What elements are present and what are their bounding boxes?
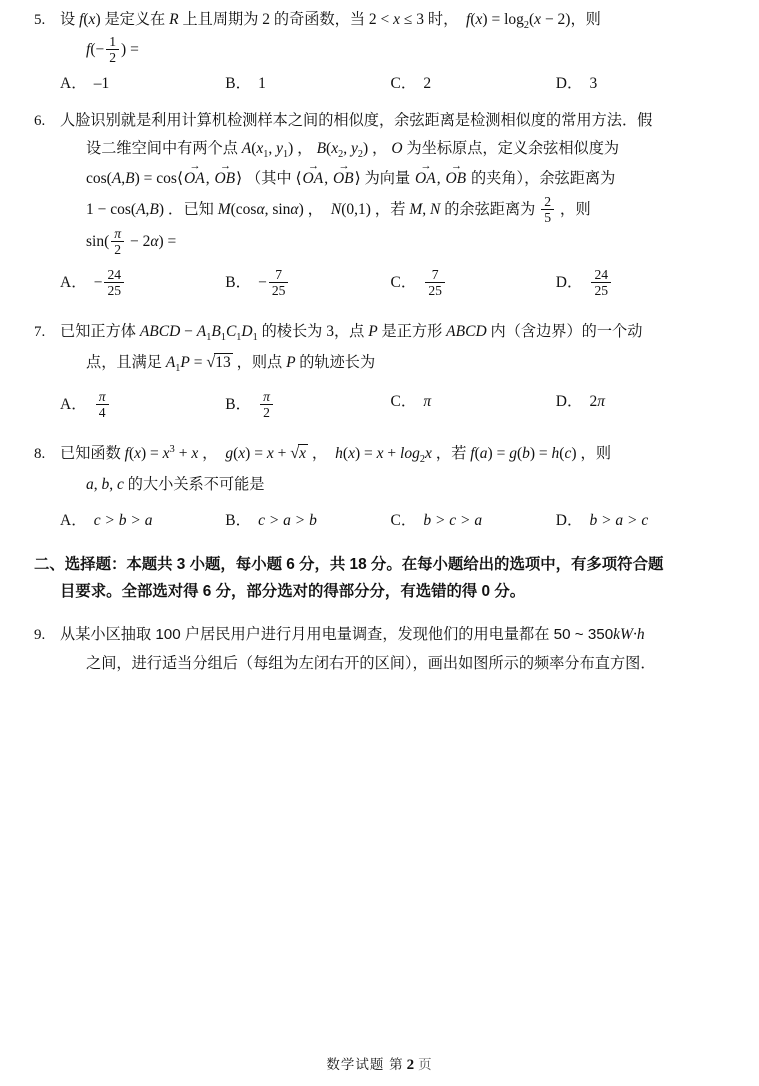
- option-7-c[interactable]: C． π: [390, 392, 432, 410]
- question-6-line-3: [34, 164, 721, 194]
- question-7-line-1: [34, 317, 721, 348]
- option-7-d[interactable]: D． 2π: [555, 392, 605, 410]
- question-8-text-1: 已知函数 $f(x) = x^3 + x$ ， g(x) = x + √x ， $h(x) = x + \log_2x$ ，若 f(a) = g(b) = h(c) ，则: [60, 444, 612, 466]
- option-6-c-value: $\frac{7}{25}$: [423, 267, 447, 299]
- option-6-d[interactable]: D． $\frac{24}{25}$: [556, 267, 721, 299]
- option-5-a[interactable]: A． –1: [60, 75, 110, 93]
- question-6-text-1: 人脸识别就是利用计算机检测样本之间的相似度，余弦距离是检测相似度的常用方法．假: [60, 112, 653, 130]
- option-7-b-value: $\frac{\pi}{2}$: [258, 389, 275, 421]
- question-9-text-1: [60, 620, 721, 650]
- option-8-c[interactable]: C． b > c > a: [390, 511, 483, 529]
- question-9-number: 9.: [34, 626, 46, 643]
- footer-label: 数学试题: [326, 1057, 385, 1072]
- option-7-a-value: $\frac{\pi}{4}$: [94, 389, 111, 421]
- page-footer: [0, 1053, 759, 1074]
- question-8-options: [34, 508, 721, 530]
- question-7-line-2: [34, 347, 721, 379]
- question-5-number: 5.: [34, 12, 46, 28]
- question-9: [34, 620, 721, 679]
- option-8-d-value: b > a > c: [589, 511, 649, 529]
- option-5-c[interactable]: C． 2: [390, 75, 432, 93]
- question-7-options: [34, 389, 721, 421]
- question-6-number: 6.: [34, 113, 46, 130]
- question-8-text-2: a, b, c 的大小关系不可能是: [86, 475, 265, 493]
- question-6-text-5: sin( $\frac{\pi}{2}$ − 2α) =: [86, 225, 177, 257]
- option-8-a[interactable]: A． c > b > a: [60, 511, 153, 529]
- question-6-text-4: 1 − cos(A,B) ．已知 M(cosα, sinα) ， N(0,1) ，若 M, N 的余弦距离为 $\frac{2}{5}$ ，则: [86, 194, 591, 226]
- question-5-line-2: [34, 34, 721, 66]
- question-6-line-1: [34, 109, 721, 133]
- question-5-text-1: 设 f(x) 是定义在 R 上且周期为 2 的奇函数，当 2 < x ≤ 3 时， $f(x) = \log_2(x - 2)$，则: [60, 11, 601, 32]
- option-5-d[interactable]: D． 3: [555, 75, 598, 93]
- option-6-d-value: $\frac{24}{25}$: [589, 267, 613, 299]
- question-7: [34, 317, 721, 421]
- option-5-b[interactable]: B． 1: [225, 75, 266, 93]
- option-5-b-value: 1: [258, 75, 266, 93]
- option-6-a[interactable]: A． − $\frac{24}{25}$: [60, 267, 225, 299]
- section-heading-line-1: 二、选择题：本题共 3 小题，每小题 6 分，共 18 分。在每小题给出的选项中，有多项符合题: [34, 555, 664, 573]
- option-7-c-value: π: [423, 392, 432, 410]
- question-8: [34, 438, 721, 529]
- option-6-c[interactable]: C． $\frac{7}{25}$: [391, 267, 556, 299]
- option-6-b[interactable]: B． − $\frac{7}{25}$: [225, 267, 390, 299]
- option-8-b-value: c > a > b: [258, 511, 317, 529]
- question-5-text-2: f(− $\frac{1}{2}$ ) =: [86, 33, 139, 66]
- question-9-line-1: [34, 620, 721, 650]
- question-6-text-3: cos(A,B) = cos⟨OA →, OB →⟩ （其中 ⟨OA →, OB →⟩ 为向量 OA →, OB → 的夹角），余弦距离为: [60, 164, 721, 194]
- option-8-c-value: b > c > a: [423, 511, 483, 529]
- question-6: [34, 109, 721, 298]
- option-6-a-value: − $\frac{24}{25}$: [94, 267, 126, 299]
- question-9-line-2: [34, 650, 721, 679]
- question-8-number: 8.: [34, 446, 46, 463]
- option-5-d-value: 3: [589, 75, 598, 93]
- question-6-line-2: [34, 134, 721, 165]
- footer-page-prefix: 第: [389, 1057, 404, 1072]
- question-6-line-5: [34, 226, 721, 258]
- question-7-text-2: 点，且满足 $A_1P = √13$ ，则点 P 的轨迹长为: [86, 353, 376, 375]
- option-8-d[interactable]: D． b > a > c: [555, 511, 649, 529]
- option-8-a-value: c > b > a: [93, 511, 153, 529]
- question-9-text-1a: 从某小区抽取 100 户居民用户进行月用电量调查，发现他们的用电量都在 50 ~ 350: [60, 625, 614, 643]
- question-6-text-2: 设二维空间中有两个点 $A(x_1$, $y_1$) ， $B(x_2$, $y_2$) ， O 为坐标原点，定义余弦相似度为: [86, 139, 620, 160]
- question-5: [34, 8, 721, 93]
- question-5-line-1: [34, 8, 721, 34]
- question-6-line-4: [34, 194, 721, 226]
- question-8-line-2: [34, 470, 721, 500]
- question-7-number: 7.: [34, 323, 46, 340]
- question-6-options: [34, 267, 721, 299]
- option-5-c-value: 2: [423, 75, 432, 93]
- section-heading: [34, 552, 721, 606]
- option-7-d-value: 2π: [589, 392, 605, 410]
- question-9-unit: kW·h: [613, 625, 645, 643]
- question-9-text-2: 之间，进行适当分组后（每组为左闭右开的区间），画出如图所示的频率分布直方图．: [86, 654, 656, 672]
- footer-page-number: 2: [406, 1057, 416, 1073]
- option-7-a[interactable]: A． $\frac{\pi}{4}$: [60, 389, 225, 421]
- option-7-b[interactable]: B． $\frac{\pi}{2}$: [225, 389, 390, 421]
- section-heading-line-2: 目要求。全部选对得 6 分，部分选对的得部分分，有选错的得 0 分。: [60, 582, 526, 600]
- question-8-line-1: [34, 438, 721, 470]
- option-6-b-value: − $\frac{7}{25}$: [258, 267, 290, 299]
- option-5-a-value: –1: [93, 75, 110, 93]
- question-5-options: [34, 71, 721, 93]
- question-7-text-1: 已知正方体 ABCD − $A_1B_1C_1D_1$ 的棱长为 3，点 P 是正方形 ABCD 内（含边界）的一个动: [60, 322, 643, 343]
- footer-page-suffix: 页: [418, 1057, 433, 1072]
- option-8-b[interactable]: B． c > a > b: [225, 511, 317, 529]
